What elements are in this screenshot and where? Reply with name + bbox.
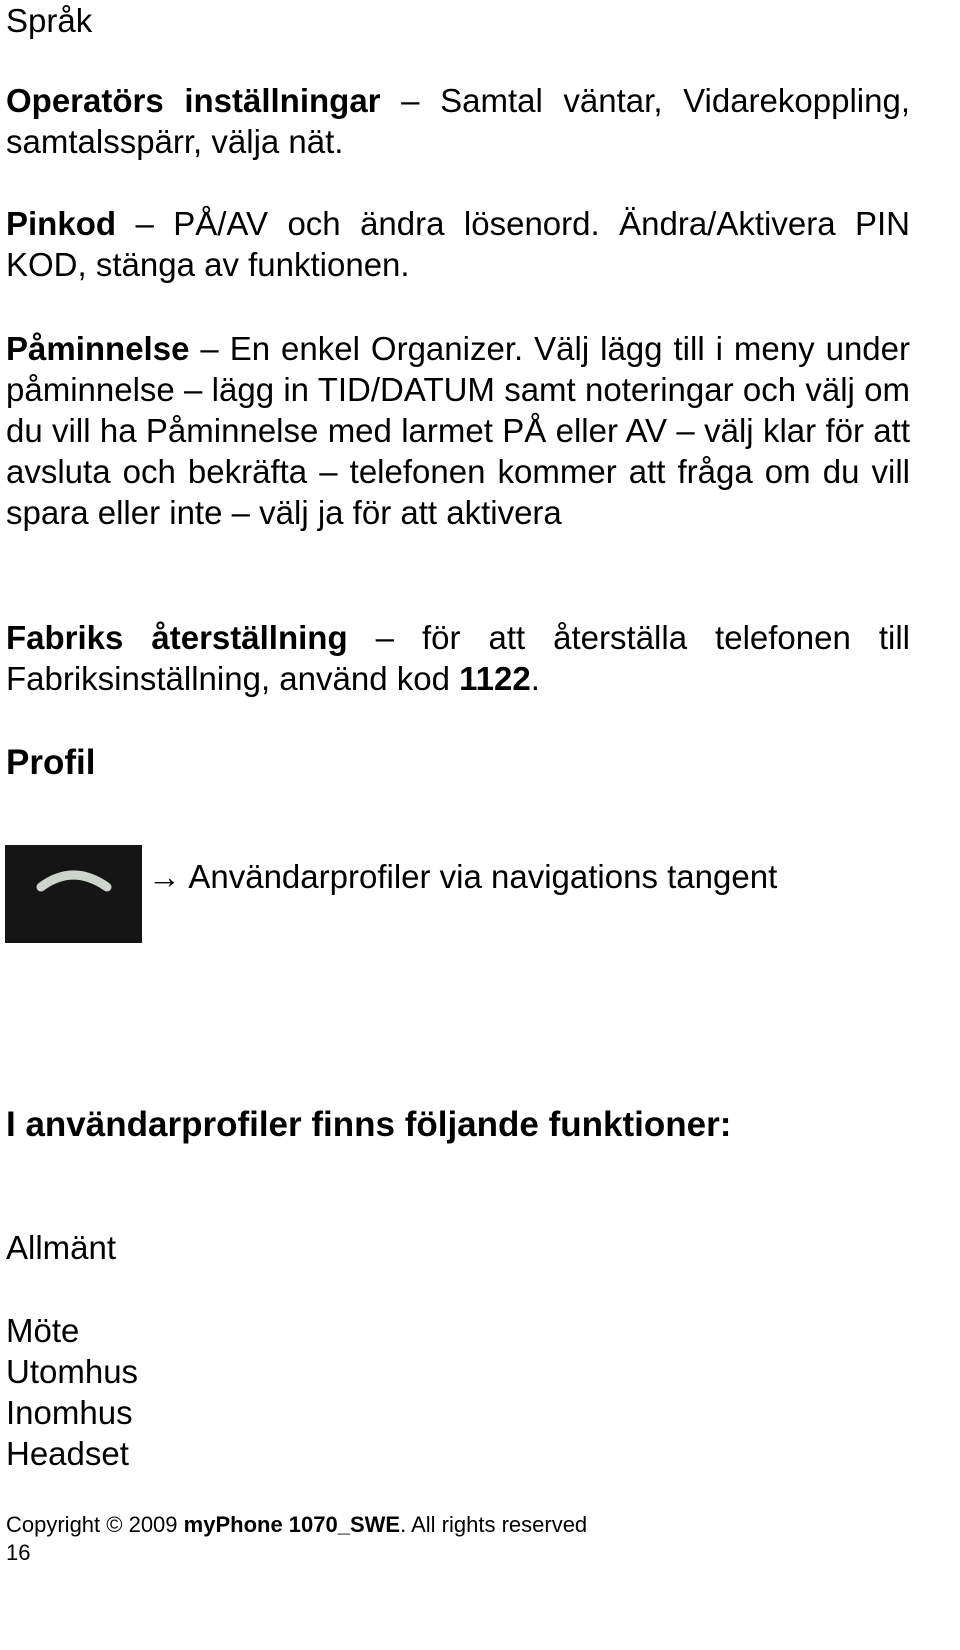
factory-reset-paragraph xyxy=(6,617,910,699)
arrow-icon: → xyxy=(148,858,181,895)
reminder-term: Påminnelse xyxy=(6,330,190,367)
profile-heading: Profil xyxy=(6,743,96,782)
profile-item-outdoor: Utomhus xyxy=(6,1353,139,1390)
footer-copyright xyxy=(6,1512,587,1538)
pincode-term: Pinkod xyxy=(6,205,117,242)
operator-settings-text: – Samtal väntar, Vidarekoppling, samtalsspärr, välja nät. xyxy=(6,82,910,160)
language-item: Språk xyxy=(6,2,93,39)
operator-settings-term: Operatörs inställningar xyxy=(6,82,381,119)
profile-item-headset: Headset xyxy=(6,1435,129,1472)
operator-settings-paragraph xyxy=(6,80,910,162)
functions-heading: I användarprofiler finns följande funktioner: xyxy=(6,1105,732,1144)
profile-item-general: Allmänt xyxy=(6,1229,117,1266)
profile-item-meeting: Möte xyxy=(6,1312,80,1349)
footer-prefix: Copyright © 2009 xyxy=(6,1512,184,1537)
page-number: 16 xyxy=(6,1540,31,1565)
factory-reset-code: 1122 xyxy=(459,660,531,697)
navigation-key-icon xyxy=(5,845,142,943)
pincode-paragraph xyxy=(6,203,910,285)
factory-reset-term: Fabriks återställning xyxy=(6,619,348,656)
factory-reset-text: – för att återställa telefonen till Fabriksinställning, använd kod xyxy=(6,619,911,697)
footer-product: myPhone 1070_SWE xyxy=(183,1512,401,1537)
footer-suffix: . All rights reserved xyxy=(400,1512,588,1537)
factory-reset-end: . xyxy=(530,660,540,697)
reminder-text: – En enkel Organizer. Välj lägg till i meny under påminnelse – lägg in TID/DATUM samt noteringar och välj om du vill ha Påminnelse med larmet PÅ eller AV – välj klar för att avsluta och bekräfta – telefonen kommer att fråga om du vill spara eller inte – välj ja för att aktivera xyxy=(6,330,910,531)
profile-item-indoor: Inomhus xyxy=(6,1394,133,1431)
reminder-paragraph xyxy=(6,328,910,533)
nav-key-text: Användarprofiler via navigations tangent xyxy=(188,858,778,895)
pincode-text: – PÅ/AV och ändra lösenord. Ändra/Aktivera PIN KOD, stänga av funktionen. xyxy=(6,205,910,283)
nav-key-line xyxy=(148,856,777,897)
